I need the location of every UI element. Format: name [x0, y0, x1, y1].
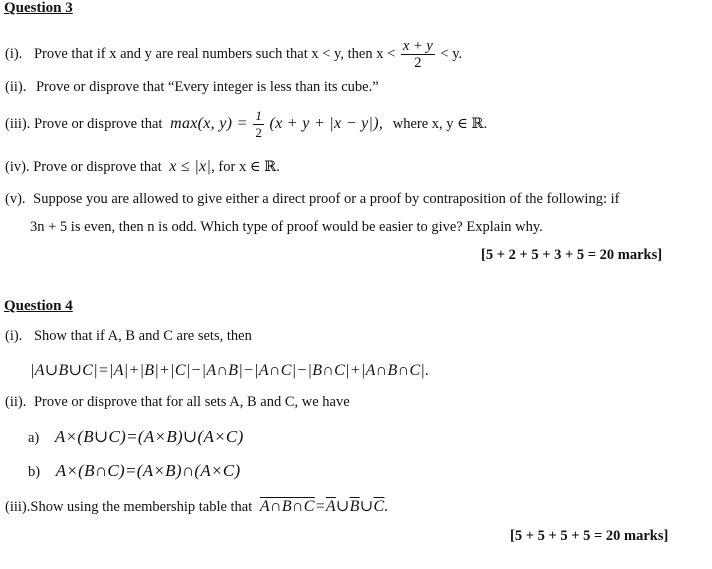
q3-part-i	[5, 38, 462, 71]
q3-part-iv-text: Prove or disprove that	[33, 159, 162, 175]
q3-part-ii	[5, 78, 379, 96]
q4-part-iii-end: .	[384, 498, 389, 515]
q3-part-iii-text: Prove or disprove that	[34, 115, 163, 132]
q4-part-iii-label: (iii).	[5, 499, 31, 515]
q3-marks: [5 + 2 + 5 + 3 + 5 = 20 marks]	[481, 247, 663, 263]
q3-part-v-label: (v).	[5, 191, 26, 207]
q4-part-iii-eq: =	[314, 498, 326, 515]
q4-part-iii-formula	[260, 498, 389, 515]
q3-part-iii	[5, 108, 487, 141]
q4-part-iii-lhs: A∩B∩C	[259, 498, 315, 515]
q4-part-iii-rhs-b: $\overline{B}$	[349, 498, 360, 515]
q3-part-iv-where: , for x ∈ ℝ.	[211, 159, 280, 175]
q4-part-i-text: Show that if A, B and C are sets, then	[33, 328, 252, 344]
q3-part-v-line1: Suppose you are allowed to give either a direct proof or a proof by contraposition of the following: if	[33, 191, 620, 207]
q4-part-ii-b-label: b)	[28, 464, 41, 480]
q3-part-iv	[5, 158, 280, 176]
q3-part-ii-label: (ii).	[5, 79, 27, 95]
q3-part-i-frac-num: x + y	[402, 38, 433, 54]
q3-part-iii-formula-left: max(x, y) =	[170, 114, 248, 132]
q4-part-i-formula: |A∪B∪C|=|A|+|B|+|C|−|A∩B|−|A∩C|−|B∩C|+|A∩B∩C|.	[30, 362, 430, 379]
q3-part-iii-frac-den: 2	[255, 125, 262, 140]
q3-part-v-line2: 3n + 5 is even, then n is odd. Which type of proof would be easier to give? Explain why.	[30, 219, 543, 235]
q4-part-ii	[5, 393, 350, 411]
question-4-title: Question 4	[4, 298, 73, 314]
q3-part-iii-formula-right: (x + y + |x − y|),	[269, 114, 384, 132]
q3-part-iii-label: (iii).	[5, 115, 31, 132]
q4-part-ii-a	[28, 428, 244, 447]
q3-part-i-text: Prove that if x and y are real numbers such that x < y, then x <	[33, 45, 396, 62]
q4-part-ii-label: (ii).	[5, 394, 27, 410]
q4-part-i	[5, 327, 252, 345]
q4-part-ii-a-formula: A×(B∪C)=(A×B)∪(A×C)	[54, 427, 244, 446]
q4-part-ii-text: Prove or disprove that for all sets A, B and C, we have	[33, 394, 350, 410]
q4-part-ii-a-label: a)	[28, 430, 40, 446]
q3-part-i-label: (i).	[5, 45, 23, 62]
q3-part-ii-text: Prove or disprove that “Every integer is less than its cube.”	[35, 79, 379, 95]
q3-part-v	[5, 190, 619, 208]
q3-part-iii-fraction	[253, 108, 264, 141]
q3-part-iii-where: where x, y ∈ ℝ.	[392, 115, 488, 132]
q3-part-iii-frac-num: 1	[255, 108, 262, 123]
q4-marks: [5 + 5 + 5 + 5 = 20 marks]	[510, 528, 669, 544]
q4-part-iii-text: Show using the membership table that	[30, 499, 253, 515]
q3-part-i-fraction	[401, 38, 435, 71]
q4-part-ii-b-formula: A×(B∩C)=(A×B)∩(A×C)	[55, 461, 241, 480]
q4-part-i-label: (i).	[5, 328, 23, 344]
q3-part-i-frac-den: 2	[414, 55, 422, 71]
q4-part-iii-rhs-a: $\overline{A}$	[325, 498, 336, 515]
q4-part-iii-rhs-c: $\overline{C}$	[373, 498, 385, 515]
q4-part-iii	[5, 498, 389, 516]
q4-part-iii-union-1: ∪	[335, 498, 350, 515]
q4-part-iii-union-2: ∪	[359, 498, 374, 515]
q4-part-ii-b	[28, 462, 240, 481]
q3-part-i-tail: < y.	[440, 45, 463, 62]
question-3-title: Question 3	[4, 0, 73, 16]
q3-part-iv-label: (iv).	[5, 159, 30, 175]
q3-part-iv-formula: x ≤ |x|	[169, 158, 212, 175]
